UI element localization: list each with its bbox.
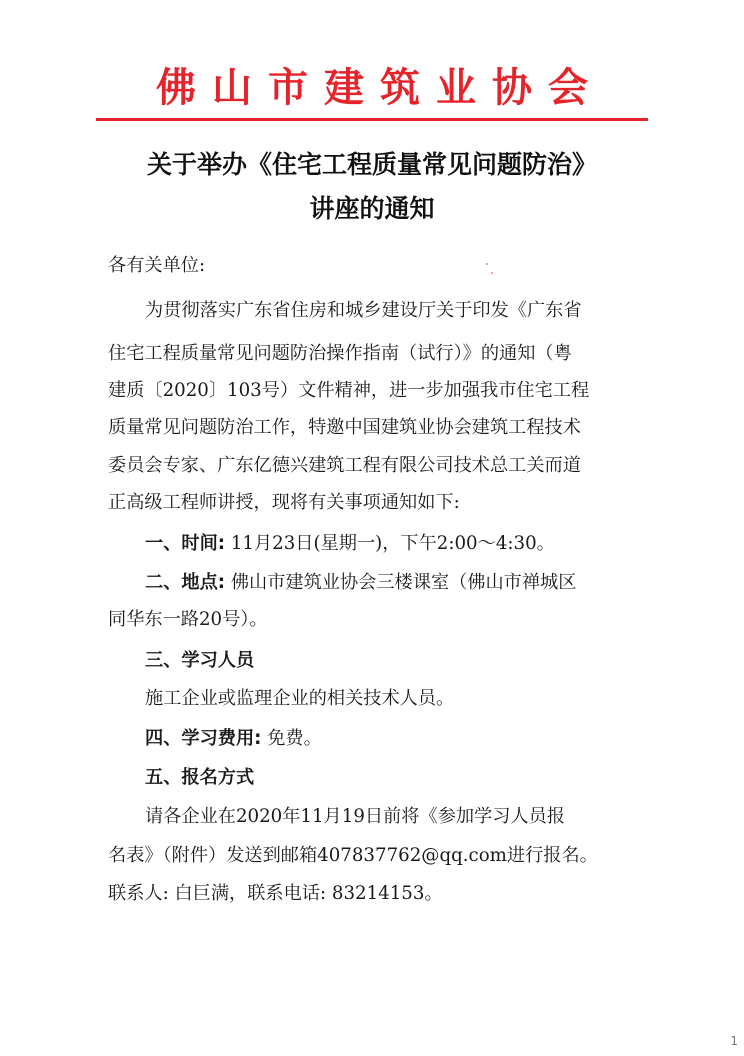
header-rule-divider (96, 118, 648, 121)
intro-line-1: 为贯彻落实广东省住房和城乡建设厅关于印发《广东省 (145, 300, 582, 321)
document-title-line-2: 讲座的通知 (309, 194, 435, 223)
item-place-cont: 同华东一路20号）。 (108, 609, 268, 630)
document-title-line-1: 关于举办《住宅工程质量常见问题防治》 (146, 150, 597, 179)
page-number: 1 (730, 1034, 738, 1048)
red-ink-speck (486, 263, 488, 265)
item-time-label: 一、时间: (145, 533, 226, 554)
red-ink-speck (491, 272, 493, 274)
item-fee-value: 免费。 (261, 728, 322, 749)
item-attendees-value: 施工企业或监理企业的相关技术人员。 (145, 688, 455, 709)
item-fee (145, 726, 322, 752)
item-place-value: 佛山市建筑业协会三楼课室（佛山市禅城区 (225, 572, 577, 593)
org-name-header: 佛山市建筑业协会 (156, 65, 604, 111)
intro-line-4: 质量常见问题防治工作，特邀中国建筑业协会建筑工程技术 (108, 417, 581, 438)
intro-line-3: 建质〔2020〕103号）文件精神，进一步加强我市住宅工程 (108, 380, 590, 401)
intro-line-6: 正高级工程师讲授，现将有关事项通知如下: (108, 492, 460, 513)
item-register-label: 五、报名方式 (145, 767, 255, 788)
item-place-label: 二、地点: (145, 572, 226, 593)
item-time-value: 11月23日(星期一)，下午2:00～4:30。 (225, 533, 555, 554)
item-place (145, 570, 576, 596)
contact-info: 联系人: 白巨满，联系电话: 83214153。 (108, 883, 443, 904)
item-register-value: 请各企业在2020年11月19日前将《参加学习人员报 (145, 806, 565, 827)
item-register-cont: 名表》（附件）发送到邮箱407837762@qq.com进行报名。 (108, 845, 598, 866)
item-fee-label: 四、学习费用: (145, 728, 262, 749)
intro-line-5: 委员会专家、广东亿德兴建筑工程有限公司技术总工关而道 (108, 455, 581, 476)
item-time (145, 531, 555, 557)
intro-line-2: 住宅工程质量常见问题防治操作指南（试行）》的通知（粤 (108, 343, 572, 364)
item-attendees-label: 三、学习人员 (145, 650, 255, 671)
salutation: 各有关单位: (108, 255, 206, 276)
